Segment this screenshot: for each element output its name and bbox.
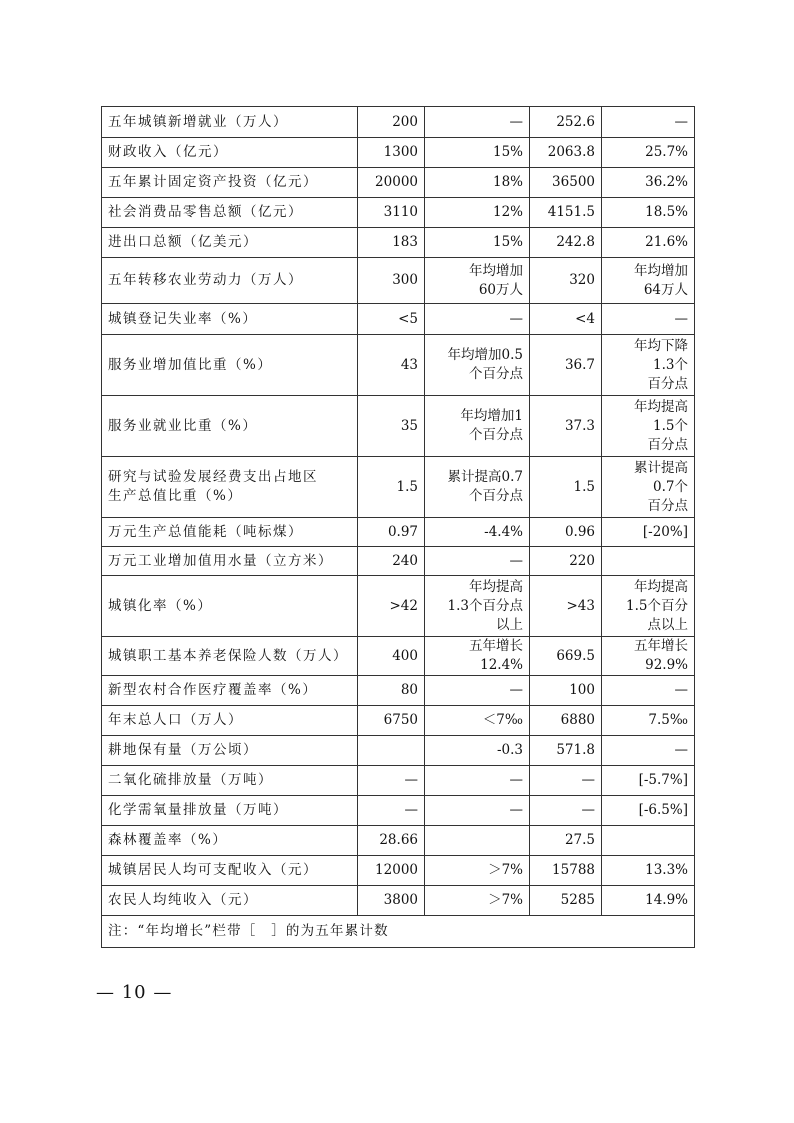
cell-target: 1.5 <box>358 457 425 518</box>
cell-name: 耕地保有量（万公顷） <box>102 736 358 766</box>
cell-actual: 6880 <box>530 706 602 736</box>
table-row <box>102 304 695 335</box>
cell-target: 300 <box>358 258 425 304</box>
cell-target: 35 <box>358 396 425 457</box>
cell-actual: 2063.8 <box>530 138 602 168</box>
note-row <box>102 916 695 948</box>
cell-target: 43 <box>358 335 425 396</box>
cell-actual-growth: 36.2% <box>602 168 695 198</box>
cell-name: 城镇化率（%） <box>102 576 358 637</box>
cell-name: 研究与试验发展经费支出占地区 生产总值比重（%） <box>102 457 358 518</box>
cell-target-growth: 年均增加0.5 个百分点 <box>425 335 530 396</box>
cell-name: 财政收入（亿元） <box>102 138 358 168</box>
cell-actual: — <box>530 766 602 796</box>
cell-name: 城镇登记失业率（%） <box>102 304 358 335</box>
cell-name: 服务业就业比重（%） <box>102 396 358 457</box>
cell-target-growth: -4.4% <box>425 518 530 547</box>
cell-actual: 242.8 <box>530 228 602 258</box>
cell-actual: 1.5 <box>530 457 602 518</box>
cell-actual-growth: [-5.7%] <box>602 766 695 796</box>
cell-name: 化学需氧量排放量（万吨） <box>102 796 358 826</box>
cell-name: 城镇职工基本养老保险人数（万人） <box>102 637 358 676</box>
cell-target: 3110 <box>358 198 425 228</box>
cell-target-growth: — <box>425 304 530 335</box>
table-row <box>102 547 695 576</box>
cell-target: — <box>358 766 425 796</box>
page-number: — 10 — <box>96 982 173 1003</box>
cell-actual: 4151.5 <box>530 198 602 228</box>
cell-target-growth: — <box>425 547 530 576</box>
cell-target-growth: -0.3 <box>425 736 530 766</box>
cell-target: 6750 <box>358 706 425 736</box>
cell-target: 240 <box>358 547 425 576</box>
cell-target: 1300 <box>358 138 425 168</box>
cell-actual-growth <box>602 826 695 856</box>
table-row <box>102 457 695 518</box>
cell-actual-growth: 年均提高 1.5个百分 点以上 <box>602 576 695 637</box>
cell-name: 服务业增加值比重（%） <box>102 335 358 396</box>
table-row <box>102 396 695 457</box>
cell-target: 20000 <box>358 168 425 198</box>
cell-target-growth: ＜7‰ <box>425 706 530 736</box>
cell-actual: 669.5 <box>530 637 602 676</box>
cell-target: <5 <box>358 304 425 335</box>
cell-target: — <box>358 796 425 826</box>
cell-name: 二氧化硫排放量（万吨） <box>102 766 358 796</box>
table-row <box>102 676 695 706</box>
cell-actual-growth: [-20%] <box>602 518 695 547</box>
cell-target-growth: 年均增加1 个百分点 <box>425 396 530 457</box>
table-row <box>102 706 695 736</box>
cell-target: 200 <box>358 107 425 138</box>
cell-target-growth: 年均提高 1.3个百分点 以上 <box>425 576 530 637</box>
cell-name: 城镇居民人均可支配收入（元） <box>102 856 358 886</box>
cell-target: 0.97 <box>358 518 425 547</box>
cell-name: 五年城镇新增就业（万人） <box>102 107 358 138</box>
cell-target-growth: — <box>425 676 530 706</box>
table-row <box>102 335 695 396</box>
cell-name: 年末总人口（万人） <box>102 706 358 736</box>
cell-name: 万元工业增加值用水量（立方米） <box>102 547 358 576</box>
cell-target: 183 <box>358 228 425 258</box>
cell-actual-growth: 13.3% <box>602 856 695 886</box>
table-row <box>102 518 695 547</box>
cell-target: 3800 <box>358 886 425 916</box>
cell-name: 新型农村合作医疗覆盖率（%） <box>102 676 358 706</box>
cell-actual-growth: — <box>602 676 695 706</box>
cell-actual: 220 <box>530 547 602 576</box>
table-row <box>102 766 695 796</box>
cell-target-growth: ＞7% <box>425 856 530 886</box>
cell-actual-growth: 7.5‰ <box>602 706 695 736</box>
cell-actual: 36.7 <box>530 335 602 396</box>
cell-target <box>358 736 425 766</box>
cell-target-growth: — <box>425 107 530 138</box>
cell-actual-growth <box>602 547 695 576</box>
table-row <box>102 198 695 228</box>
cell-actual-growth: 五年增长 92.9% <box>602 637 695 676</box>
cell-target-growth <box>425 826 530 856</box>
cell-target: 400 <box>358 637 425 676</box>
cell-target: 12000 <box>358 856 425 886</box>
cell-actual: >43 <box>530 576 602 637</box>
table-body <box>102 107 695 948</box>
cell-actual-growth: — <box>602 107 695 138</box>
indicator-table <box>101 106 695 948</box>
cell-actual-growth: [-6.5%] <box>602 796 695 826</box>
table-row <box>102 138 695 168</box>
cell-actual: — <box>530 796 602 826</box>
table-row <box>102 228 695 258</box>
cell-actual: 571.8 <box>530 736 602 766</box>
table-row <box>102 576 695 637</box>
cell-target-growth: — <box>425 766 530 796</box>
table-row <box>102 736 695 766</box>
cell-actual-growth: 累计提高 0.7个 百分点 <box>602 457 695 518</box>
cell-actual-growth: 年均提高 1.5个 百分点 <box>602 396 695 457</box>
cell-actual-growth: 25.7% <box>602 138 695 168</box>
cell-actual: 5285 <box>530 886 602 916</box>
table-note: 注：“年均增长”栏带［ ］的为五年累计数 <box>102 916 695 948</box>
table-row <box>102 637 695 676</box>
cell-name: 社会消费品零售总额（亿元） <box>102 198 358 228</box>
table-row <box>102 856 695 886</box>
cell-target-growth: 12% <box>425 198 530 228</box>
cell-name: 森林覆盖率（%） <box>102 826 358 856</box>
table-row <box>102 826 695 856</box>
cell-target: 80 <box>358 676 425 706</box>
cell-name: 五年累计固定资产投资（亿元） <box>102 168 358 198</box>
cell-actual: 37.3 <box>530 396 602 457</box>
table-row <box>102 886 695 916</box>
cell-actual: 100 <box>530 676 602 706</box>
cell-target-growth: 15% <box>425 228 530 258</box>
cell-actual-growth: — <box>602 736 695 766</box>
cell-actual: <4 <box>530 304 602 335</box>
cell-name: 进出口总额（亿美元） <box>102 228 358 258</box>
table-row <box>102 168 695 198</box>
cell-target-growth: 五年增长 12.4% <box>425 637 530 676</box>
cell-name: 万元生产总值能耗（吨标煤） <box>102 518 358 547</box>
cell-target-growth: 年均增加 60万人 <box>425 258 530 304</box>
cell-actual-growth: 21.6% <box>602 228 695 258</box>
cell-actual: 320 <box>530 258 602 304</box>
cell-actual: 15788 <box>530 856 602 886</box>
cell-actual-growth: 年均下降 1.3个 百分点 <box>602 335 695 396</box>
cell-actual-growth: 年均增加 64万人 <box>602 258 695 304</box>
cell-actual: 27.5 <box>530 826 602 856</box>
table-row <box>102 107 695 138</box>
cell-actual-growth: 18.5% <box>602 198 695 228</box>
cell-target-growth: 18% <box>425 168 530 198</box>
table-row <box>102 258 695 304</box>
cell-target-growth: 15% <box>425 138 530 168</box>
cell-actual: 36500 <box>530 168 602 198</box>
cell-actual-growth: — <box>602 304 695 335</box>
table-row <box>102 796 695 826</box>
cell-name: 五年转移农业劳动力（万人） <box>102 258 358 304</box>
cell-actual: 0.96 <box>530 518 602 547</box>
cell-target-growth: — <box>425 796 530 826</box>
cell-actual: 252.6 <box>530 107 602 138</box>
cell-name: 农民人均纯收入（元） <box>102 886 358 916</box>
cell-target-growth: ＞7% <box>425 886 530 916</box>
cell-target: 28.66 <box>358 826 425 856</box>
cell-target-growth: 累计提高0.7 个百分点 <box>425 457 530 518</box>
cell-target: >42 <box>358 576 425 637</box>
cell-actual-growth: 14.9% <box>602 886 695 916</box>
